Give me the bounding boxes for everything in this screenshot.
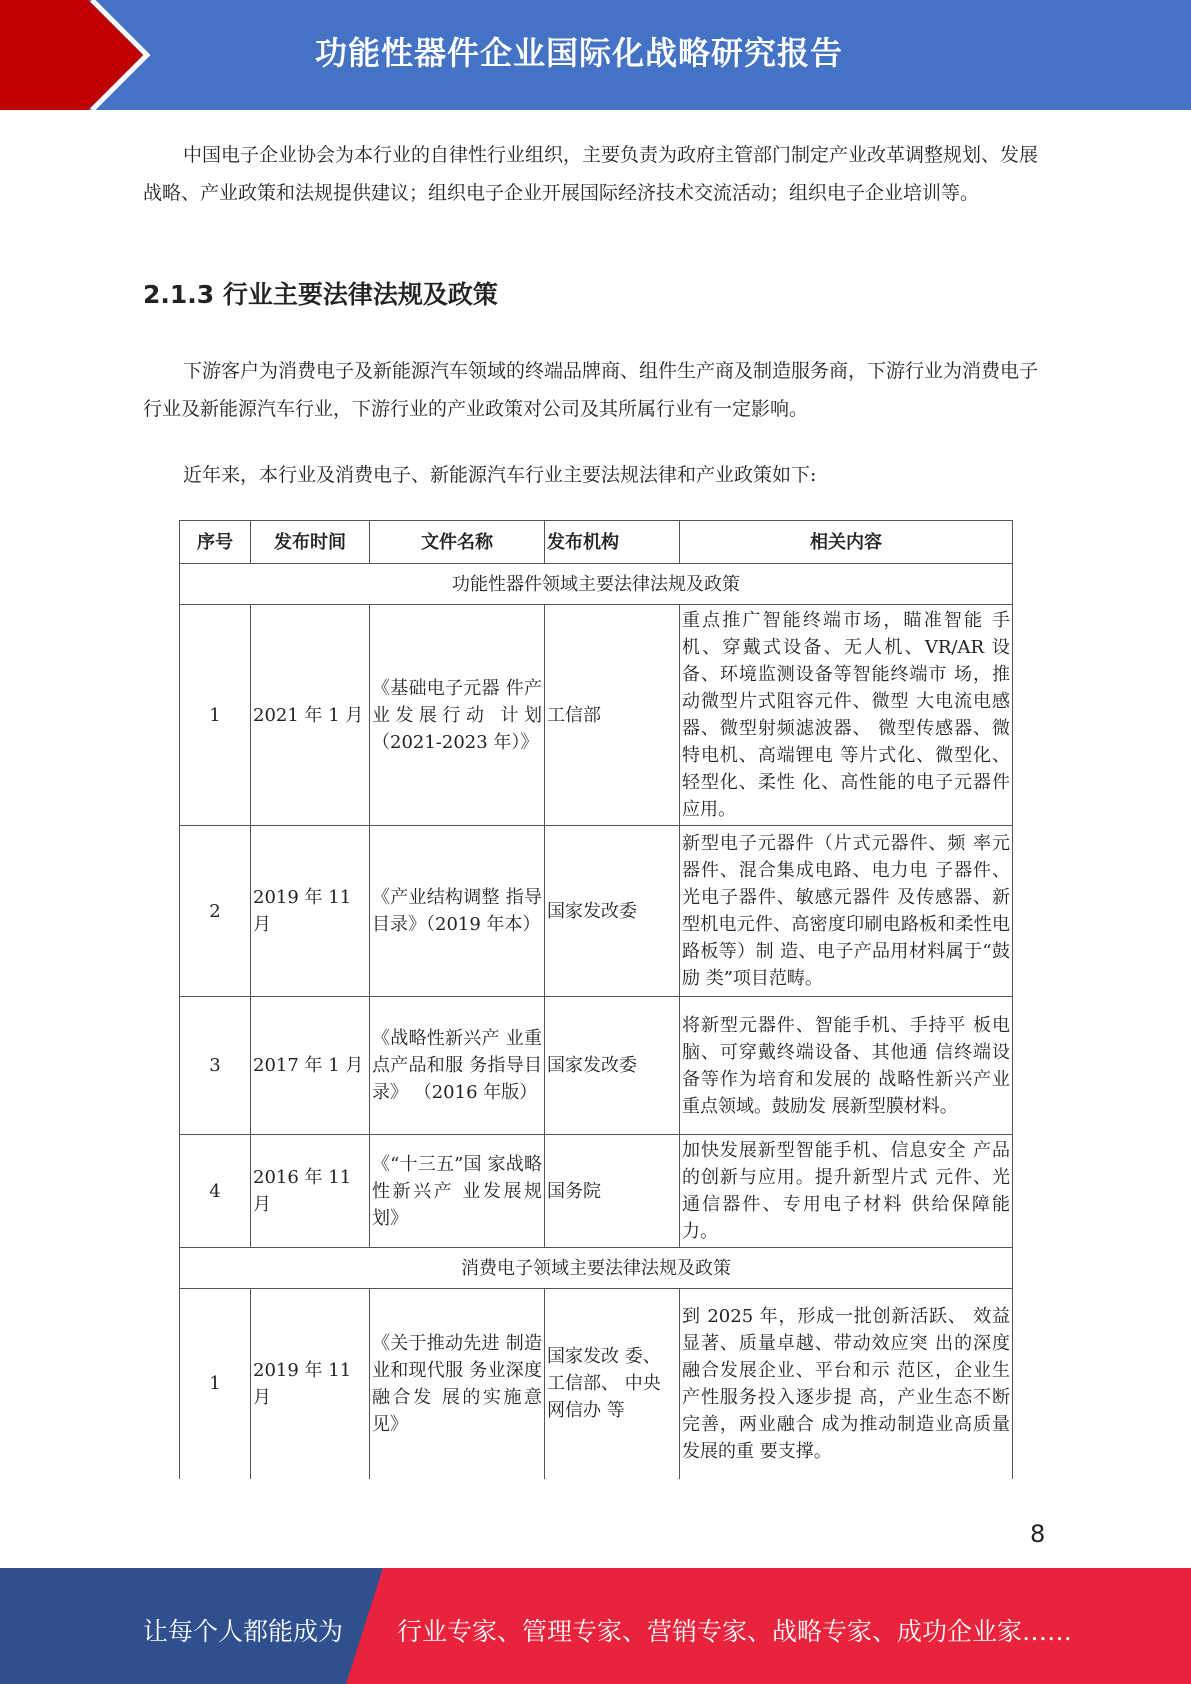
cell-date: 2016 年 11 月 [251,1135,370,1248]
table-header-row [180,521,1013,564]
cell-name: 《基础电子元器 件产业发展行动 计划（2021-2023 年）》 [370,605,545,826]
section-title: 功能性器件领域主要法律法规及政策 [180,564,1013,605]
header-date: 发布时间 [251,521,370,564]
cell-no: 4 [180,1135,251,1248]
cell-content: 重点推广智能终端市场，瞄准智能 手机、穿戴式设备、无人机、VR/AR 设备、环境监测设备等智能终端市 场，推动微型片式阻容元件、微型 大电流电感器、微型射频滤波器、 微型传感器、微特电机、高端锂电 等片式化、微型化、轻型化、柔性 化、高性能的电子元器件应用。 [680,605,1013,826]
downstream-paragraph: 下游客户为消费电子及新能源汽车领域的终端品牌商、组件生产商及制造服务商，下游行业为消费电子行业及新能源汽车行业，下游行业的产业政策对公司及其所属行业有一定影响。 [143,360,1039,420]
table-row [180,605,1013,826]
section-title: 消费电子领域主要法律法规及政策 [180,1248,1013,1289]
cell-date: 2021 年 1 月 [251,605,370,826]
section-row [180,1248,1013,1289]
cell-name: 《产业结构调整 指导目录》（2019 年本） [370,826,545,997]
cell-no: 2 [180,826,251,997]
intro-paragraph: 中国电子企业协会为本行业的自律性行业组织，主要负责为政府主管部门制定产业改革调整规划、发展战略、产业政策和法规提供建议；组织电子企业开展国际经济技术交流活动；组织电子企业培训等。 [143,144,1039,204]
footer-slogan-left: 让每个人都能成为 [143,1617,344,1646]
cell-content: 将新型元器件、智能手机、手持平 板电脑、可穿戴终端设备、其他通 信终端设备等作为培育和发展的 战略性新兴产业重点领域。鼓励发 展新型膜材料。 [680,997,1013,1135]
report-title: 功能性器件企业国际化战略研究报告 [315,34,844,72]
cell-org: 工信部 [545,605,680,826]
section-heading: 2.1.3 行业主要法律法规及政策 [143,280,498,309]
cell-org: 国家发改委 [545,997,680,1135]
cell-org: 国家发改委 [545,826,680,997]
header-no: 序号 [180,521,251,564]
cell-org: 国务院 [545,1135,680,1248]
cell-content: 新型电子元器件（片式元器件、频 率元器件、混合集成电路、电力电 子器件、光电子器件、敏感元器件 及传感器、新型机电元件、高密度印刷电路板和柔性电路板等）制 造、电子产品用材料属于“鼓励 类”项目范畴。 [680,826,1013,997]
cell-name: 《“十三五”国 家战略性新兴产 业发展规划》 [370,1135,545,1248]
cell-date: 2019 年 11 月 [251,826,370,997]
cell-no: 1 [180,1289,251,1479]
cell-no: 3 [180,997,251,1135]
cell-name: 《战略性新兴产 业重点产品和服 务指导目录》 （2016 年版） [370,997,545,1135]
cell-content: 加快发展新型智能手机、信息安全 产品的创新与应用。提升新型片式 元件、光通信器件、专用电子材料 供给保障能力。 [680,1135,1013,1248]
cell-date: 2019 年 11 月 [251,1289,370,1479]
page-header [0,0,1191,110]
cell-no: 1 [180,605,251,826]
cell-date: 2017 年 1 月 [251,997,370,1135]
table-row [180,826,1013,997]
table-row [180,1135,1013,1248]
page-number: 8 [1030,1520,1046,1548]
header-org: 发布机构 [545,521,680,564]
page-footer [0,1568,1191,1684]
footer-slogan-right: 行业专家、管理专家、营销专家、战略专家、成功企业家…… [397,1617,1073,1646]
cell-name: 《关于推动先进 制造业和现代服 务业深度融合发 展的实施意见》 [370,1289,545,1479]
header-content: 相关内容 [680,521,1013,564]
header-name: 文件名称 [370,521,545,564]
section-row [180,564,1013,605]
cell-org: 国家发改 委、工信部、 中央网信办 等 [545,1289,680,1479]
table-row [180,997,1013,1135]
policy-intro-paragraph: 近年来，本行业及消费电子、新能源汽车行业主要法规法律和产业政策如下: [183,464,817,486]
table-row [180,1289,1013,1479]
policy-table [179,520,1013,1479]
cell-content: 到 2025 年，形成一批创新活跃、 效益显著、质量卓越、带动效应突 出的深度融合发展企业、平台和示 范区，企业生产性服务投入逐步提 高，产业生态不断完善，两业融合 成为推动制造业高质量发展的重 要支撑。 [680,1289,1013,1479]
